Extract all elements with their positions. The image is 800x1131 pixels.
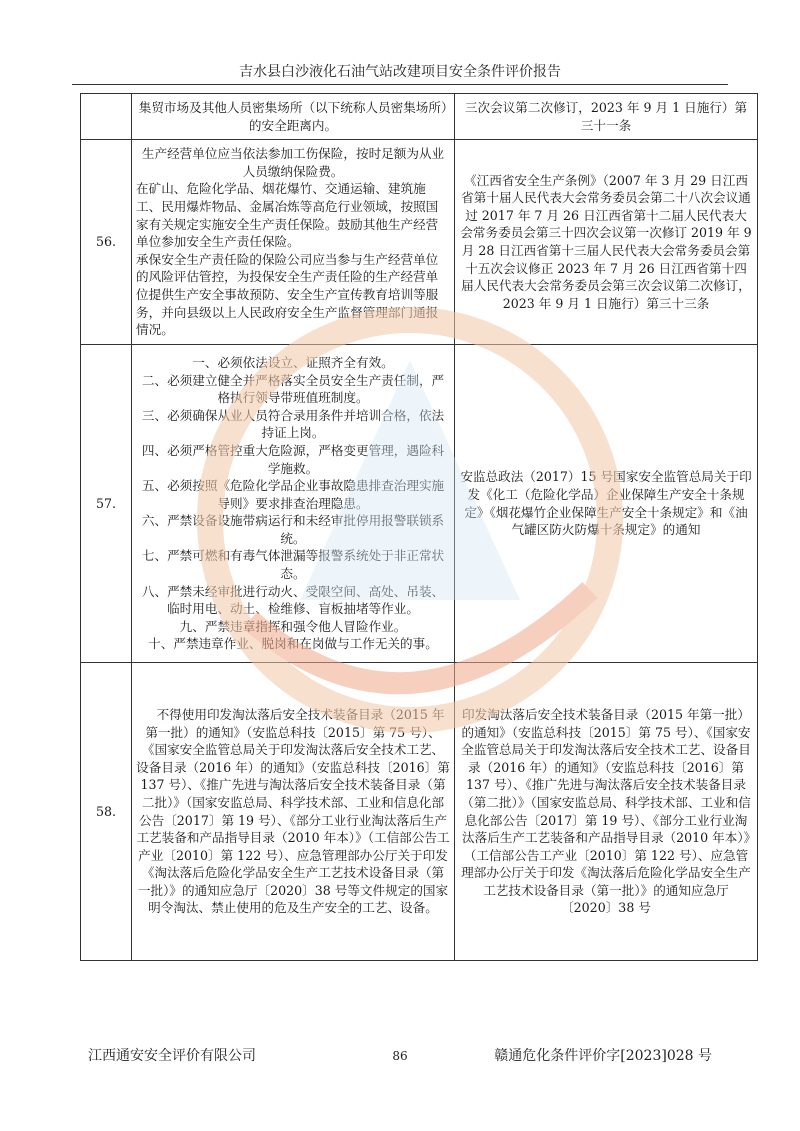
- table-row: [81, 345, 758, 663]
- row-number: 56.: [81, 140, 132, 345]
- requirement-item: 二、必须建立健全并严格落实全员安全生产责任制，严格执行领导带班值班制度。: [141, 372, 445, 406]
- requirement-item: 六、严禁设备设施带病运行和未经审批停用报警联锁系统。: [141, 513, 445, 546]
- requirement-item: 五、必须按照《危险化学品企业事故隐患排查治理实施导则》要求排查治理隐患。: [141, 478, 445, 511]
- footer-doc-number: 赣通危化条件评价字[2023]028 号: [494, 1048, 712, 1064]
- requirement-cell: [132, 345, 455, 663]
- requirement-item: 八、严禁未经审批进行动火、受限空间、高处、吊装、临时用电、动土、检维修、盲板抽堵等作业。: [141, 583, 445, 617]
- requirement-paragraph: 生产经营单位应当依法参加工伤保险，按时足额为从业人员缴纳保险费。: [141, 146, 445, 179]
- row-number: 58.: [81, 663, 132, 961]
- row-number: 57.: [81, 345, 132, 663]
- source-cell: 安监总政法（2017）15 号国家安全监管总局关于印发《化工（危险化学品）企业保障生产安全十条规定》《烟花爆竹企业保障生产安全十条规定》和《油气罐区防火防爆十条规定》的通知: [455, 345, 758, 663]
- page-number: 86: [392, 1049, 408, 1063]
- requirement-paragraph: 不得使用印发淘汰落后安全技术装备目录（2015 年第一批）的通知》（安监总科技〔2015〕第 75 号）、《国家安全监管总局关于印发淘汰落后安全技术工艺、设备目录（2016 年）的通知》（安监总科技〔2016〕第 137 号）、《推广先进与淘汰落后安全技术装备目录（第二批）》（国家安监总局、科学技术部、工业和信息化部公告〔2017〕第 19 号）、《部分工业行业淘汰落后生产工艺装备和产品指导目录（2010 年本）》（工信部公告工产业〔2010〕第 122 号）、应急管理部办公厅关于印发《淘汰落后危险化学品安全生产工艺技术设备目录（第一批）》的通知应急厅〔2020〕38 号等文件规定的国家明令淘汰、禁止使用的危及生产安全的工艺、设备。: [136, 706, 450, 916]
- table-row: [81, 663, 758, 961]
- table-row: [81, 140, 758, 345]
- requirement-cell: [132, 140, 455, 345]
- regulation-table: [80, 93, 758, 961]
- footer-company: 江西通安安全评价有限公司: [88, 1048, 256, 1064]
- source-cell: 三次会议第二次修订，2023 年 9 月 1 日施行）第三十一条: [455, 94, 758, 140]
- page-header-title: 吉水县白沙液化石油气站改建项目安全条件评价报告: [239, 64, 561, 80]
- requirement-item: 十、严禁违章作业、脱岗和在岗做与工作无关的事。: [148, 636, 438, 652]
- table-row: [81, 94, 758, 140]
- requirement-paragraph: 在矿山、危险化学品、烟花爆竹、交通运输、建筑施工、民用爆炸物品、金属冶炼等高危行业领域，按照国家有关规定实施安全生产责任保险。鼓励其他生产经营单位参加安全生产责任保险。: [136, 181, 439, 250]
- requirement-cell: [132, 94, 455, 140]
- requirement-item: 七、严禁可燃和有毒气体泄漏等报警系统处于非正常状态。: [141, 548, 445, 582]
- source-cell: 印发淘汰落后安全技术装备目录（2015 年第一批）的通知》（安监总科技〔2015〕第 75 号）、《国家安全监管总局关于印发淘汰落后安全技术工艺、设备目录（2016 年）的通知》（安监总科技〔2016〕第 137 号）、《推广先进与淘汰落后安全技术装备目录（第二批）》（国家安监总局、科学技术部、工业和信息化部公告〔2017〕第 19 号）、《部分工业行业淘汰落后生产工艺装备和产品指导目录（2010 年本）》（工信部公告工产业〔2010〕第 122 号）、应急管理部办公厅关于印发《淘汰落后危险化学品安全生产工艺技术设备目录（第一批）》的通知应急厅〔2020〕38 号: [455, 663, 758, 961]
- requirement-paragraph: 承保安全生产责任险的保险公司应当参与生产经营单位的风险评估管控，为投保安全生产责任险的生产经营单位提供生产安全事故预防、安全生产宣传教育培训等服务，并向县级以上人民政府安全生产监督管理部门通报情况。: [136, 251, 439, 338]
- requirement-cell: [132, 663, 455, 961]
- requirement-item: 三、必须确保从业人员符合录用条件并培训合格，依法持证上岗。: [141, 407, 445, 441]
- requirement-item: 一、必须依法设立、证照齐全有效。: [192, 354, 394, 370]
- row-number: [81, 94, 132, 140]
- requirement-item: 四、必须严格管控重大危险源，严格变更管理，遇险科学施救。: [141, 442, 445, 476]
- requirement-item: 九、严禁违章指挥和强令他人冒险作业。: [179, 618, 407, 634]
- requirement-paragraph: 集贸市场及其他人员密集场所（以下统称人员密集场所）的安全距离内。: [138, 99, 448, 133]
- source-cell: 《江西省安全生产条例》（2007 年 3 月 29 日江西省第十届人民代表大会常务委员会第二十八次会议通过 2017 年 7 月 26 日江西省第十二届人民代表大会常务委员会第三十四次会议第一次修订 2019 年 9 月 28 日江西省第十三届人民代表大会常务委员会第十五次会议修正 2023 年 7 月 26 日江西省第十四届人民代表大会常务委员会第三次会议第二次修订，2023 年 9 月 1 日施行）第三十三条: [455, 140, 758, 345]
- header-rule: [72, 84, 728, 85]
